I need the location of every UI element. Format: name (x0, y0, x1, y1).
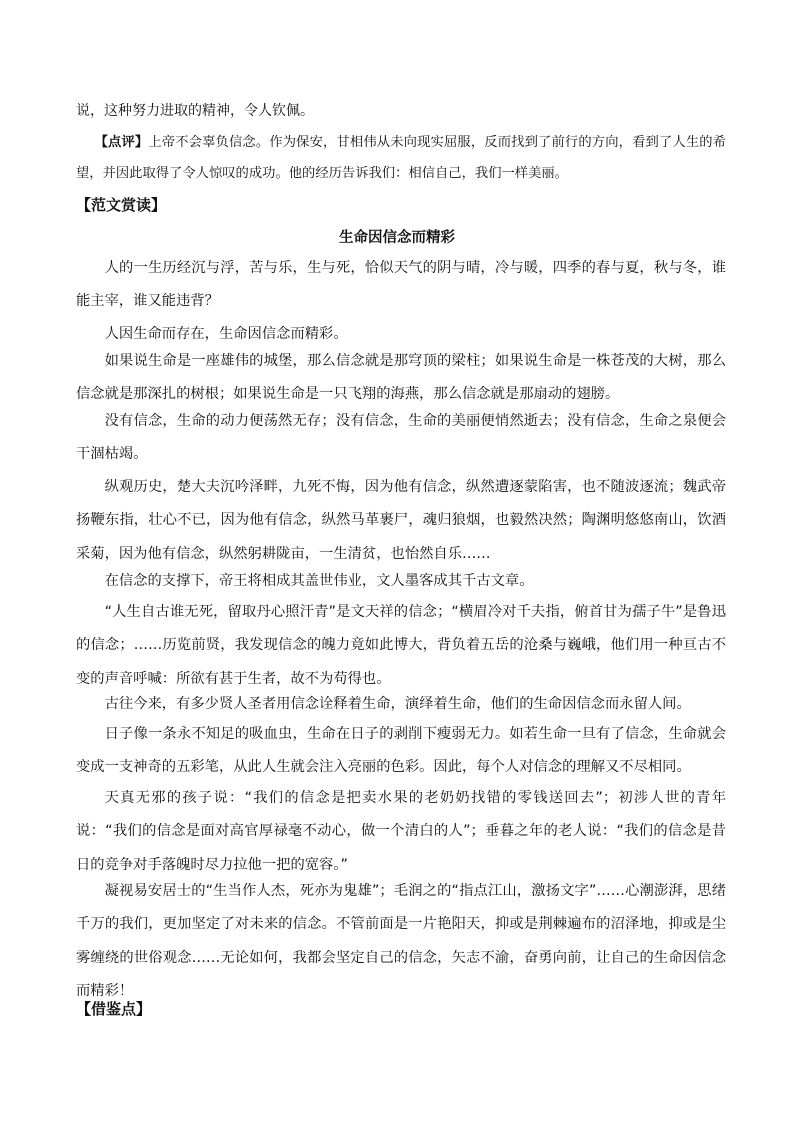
essay-paragraph: 古往今来，有多少贤人圣者用信念诠释着生命，演绎着生命，他们的生命因信念而永留人间。 (104, 696, 691, 712)
essay-title: 生命因信念而精彩 (339, 230, 455, 246)
essay-paragraph: 纵观历史，楚大夫沉吟泽畔，九死不悔，因为他有信念，纵然遭逐蒙陷害，也不随波逐流；魏武帝扬鞭东指，壮心不已，因为他有信念，纵然马革裹尸，魂归狼烟，也毅然决然；陶渊明悠悠南山，饮酒采菊，因为他有信念，纵然躬耕陇亩，一生清贫，也怡然自乐…… (76, 479, 726, 562)
comment-paragraph (76, 127, 726, 189)
essay-paragraph: “人生自古谁无死，留取丹心照汗青”是文天祥的信念；“横眉冷对千夫指，俯首甘为孺子牛”是鲁迅的信念；……历览前贤，我发现信念的魄力竟如此博大，背负着五岳的沧桑与巍峨，他们用一种亘古不变的声音呼喊：所欲有甚于生者，故不为苟得也。 (76, 604, 726, 687)
essay-paragraph: 没有信念，生命的动力便荡然无存；没有信念，生命的美丽便悄然逝去；没有信念，生命之泉便会干涸枯竭。 (76, 413, 726, 463)
essay-paragraph: 日子像一条永不知足的吸血虫，生命在日子的剥削下瘦弱无力。如若生命一旦有了信念，生命就会变成一支神奇的五彩笔，从此人生就会注入亮丽的色彩。因此，每个人对信念的理解又不尽相同。 (76, 726, 726, 776)
essay-paragraph: 如果说生命是一座雄伟的城堡，那么信念就是那穹顶的梁柱；如果说生命是一株苍茂的大树，那么信念就是那深扎的树根；如果说生命是一只飞翔的海燕，那么信念就是那扇动的翅膀。 (76, 353, 726, 403)
section-heading: 【范文赏读】 (76, 196, 167, 214)
previous-paragraph-ending: 说，这种努力进取的精神，令人钦佩。 (76, 103, 314, 119)
essay-paragraph: 在信念的支撑下，帝王将相成其盖世伟业，文人墨客成其千古文章。 (104, 573, 534, 589)
comment-label: 【点评】 (94, 135, 149, 150)
essay-paragraph: 凝视易安居士的“生当作人杰，死亦为鬼雄”；毛润之的“指点江山，激扬文字”……心潮澎湃，思绪千万的我们，更加坚定了对未来的信念。不管前面是一片艳阳天，抑或是荆棘遍布的沼泽地，抑或是尘雾缠绕的世俗观念……无论如何，我都会坚定自己的信念，矢志不渝，奋勇向前，让自己的生命因信念而精彩！ (76, 883, 726, 999)
borrowing-points-heading: 【借鉴点】 (76, 1000, 152, 1018)
essay-paragraph: 天真无邪的孩子说：“我们的信念是把卖水果的老奶奶找错的零钱送回去”；初涉人世的青年说：“我们的信念是面对高官厚禄毫不动心，做一个清白的人”；垂暮之年的老人说：“我们的信念是昔日的竞争对手落魄时尽力拉他一把的宽容。” (76, 790, 726, 873)
essay-paragraph: 人的一生历经沉与浮，苦与乐，生与死，恰似天气的阴与晴，冷与暖，四季的春与夏，秋与冬，谁能主宰，谁又能违背？ (76, 260, 726, 310)
comment-text: 上帝不会辜负信念。作为保安，甘相伟从未向现实屈服，反而找到了前行的方向，看到了人生的希望，并因此取得了令人惊叹的成功。他的经历告诉我们：相信自己，我们一样美丽。 (76, 135, 727, 181)
essay-paragraph: 人因生命而存在，生命因信念而精彩。 (104, 326, 348, 342)
